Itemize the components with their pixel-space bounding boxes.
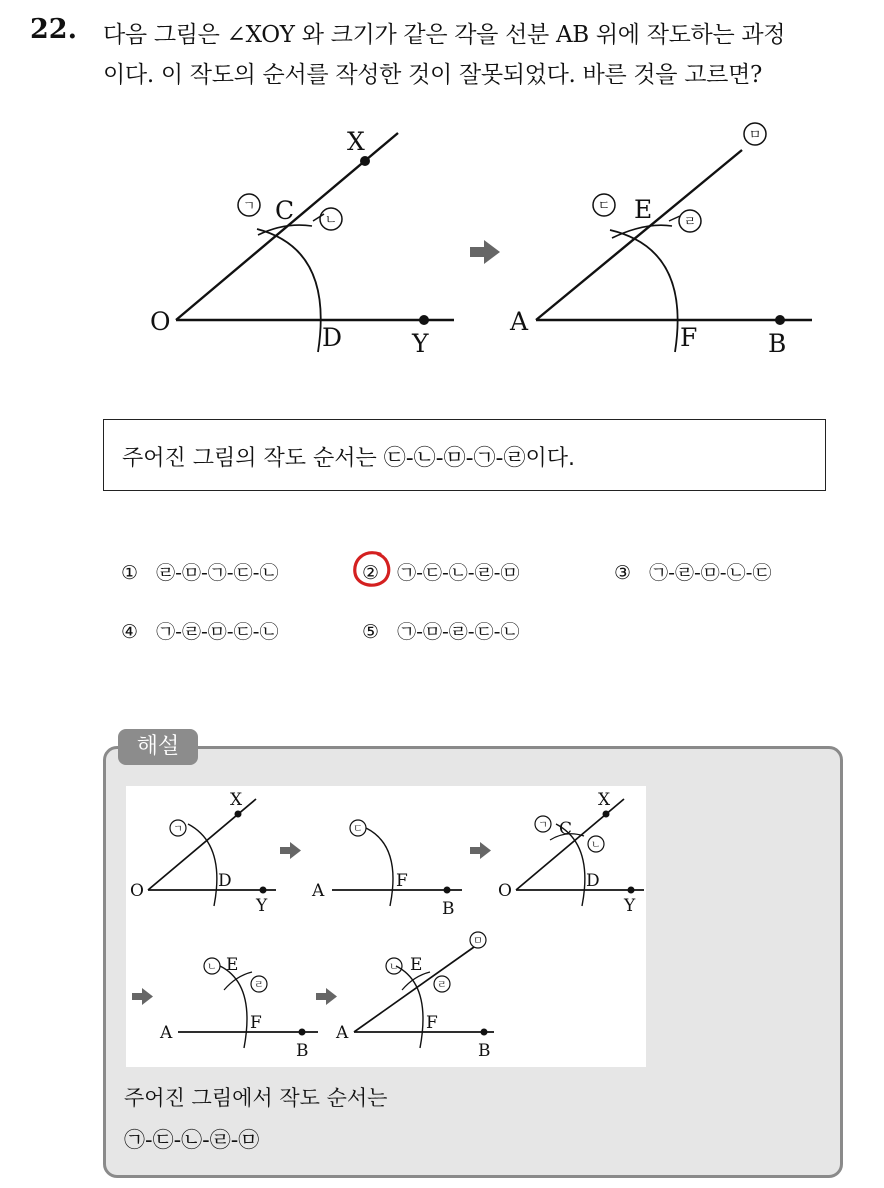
statement-text: 주어진 그림의 작도 순서는 ㉢-㉡-㉤-㉠-㉣이다. bbox=[122, 446, 575, 471]
svg-text:F: F bbox=[426, 1013, 438, 1033]
circle-r-right: ㄹ bbox=[683, 215, 697, 230]
svg-text:A: A bbox=[336, 1023, 349, 1043]
question-text-line1: 다음 그림은 ∠XOY 와 크기가 같은 각을 선분 AB 위에 작도하는 과정 bbox=[103, 22, 786, 48]
choice-1[interactable] bbox=[121, 558, 279, 585]
arc-cd bbox=[257, 229, 321, 352]
svg-text:E: E bbox=[226, 955, 239, 975]
label-a: A bbox=[510, 307, 529, 336]
label-d: D bbox=[322, 323, 343, 352]
solution-text-line2: ㉠-㉢-㉡-㉣-㉤ bbox=[124, 1128, 260, 1152]
circle-d-right: ㄷ bbox=[597, 199, 611, 214]
answer-mark-icon bbox=[350, 548, 394, 592]
svg-text:ㄴ: ㄴ bbox=[389, 962, 399, 973]
choice-number: ⑤ bbox=[362, 621, 380, 643]
point-b bbox=[775, 315, 785, 325]
svg-text:D: D bbox=[218, 871, 232, 891]
arrow-icon bbox=[470, 240, 500, 264]
label-x: X bbox=[347, 127, 365, 156]
choice-number: ④ bbox=[121, 621, 139, 643]
solution-tab: 해설 bbox=[118, 729, 198, 765]
choice-text: ㉠-㉢-㉡-㉣-㉤ bbox=[397, 562, 520, 584]
choice-text: ㉠-㉣-㉤-㉢-㉡ bbox=[156, 621, 279, 643]
svg-text:C: C bbox=[559, 819, 573, 839]
circle-g-left: ㄱ bbox=[242, 199, 256, 214]
question-number: 22. bbox=[30, 14, 77, 45]
choice-5[interactable] bbox=[362, 617, 520, 644]
svg-text:D: D bbox=[586, 871, 600, 891]
svg-text:O: O bbox=[130, 881, 144, 901]
choice-number: ① bbox=[121, 562, 139, 584]
choice-4[interactable] bbox=[121, 617, 279, 644]
point-y bbox=[419, 315, 429, 325]
svg-text:A: A bbox=[160, 1023, 173, 1043]
arc-c-small bbox=[258, 225, 312, 235]
svg-text:ㄱ: ㄱ bbox=[173, 824, 183, 835]
circle-n-left: ㄴ bbox=[324, 213, 338, 228]
label-c: C bbox=[275, 196, 295, 225]
svg-text:B: B bbox=[478, 1041, 491, 1061]
svg-text:A: A bbox=[312, 881, 325, 901]
choice-text: ㉣-㉤-㉠-㉢-㉡ bbox=[156, 562, 279, 584]
arrow-icon bbox=[316, 988, 337, 1005]
svg-text:B: B bbox=[296, 1041, 309, 1061]
choice-number: ② bbox=[362, 562, 380, 584]
arrow-icon bbox=[470, 842, 491, 859]
choice-text: ㉠-㉣-㉤-㉡-㉢ bbox=[649, 562, 772, 584]
svg-text:ㄱ: ㄱ bbox=[538, 820, 548, 831]
svg-text:B: B bbox=[442, 899, 455, 919]
arrow-icon bbox=[280, 842, 301, 859]
svg-text:ㅁ: ㅁ bbox=[473, 936, 483, 947]
arc-ef bbox=[610, 230, 678, 352]
svg-text:Y: Y bbox=[256, 896, 268, 916]
construction-figure bbox=[0, 0, 884, 400]
svg-text:ㄹ: ㄹ bbox=[437, 980, 447, 991]
svg-text:F: F bbox=[396, 871, 408, 891]
svg-text:O: O bbox=[498, 881, 512, 901]
svg-text:Y: Y bbox=[624, 896, 636, 916]
solution-text-line1: 주어진 그림에서 작도 순서는 bbox=[124, 1086, 388, 1110]
label-f: F bbox=[680, 323, 698, 352]
svg-text:ㄴ: ㄴ bbox=[591, 840, 601, 851]
svg-text:F: F bbox=[250, 1013, 262, 1033]
svg-text:E: E bbox=[410, 955, 423, 975]
choice-3[interactable] bbox=[614, 558, 772, 585]
svg-text:ㄷ: ㄷ bbox=[353, 824, 363, 835]
label-y: Y bbox=[412, 329, 429, 358]
svg-text:ㄴ: ㄴ bbox=[207, 962, 217, 973]
ray-ae bbox=[536, 150, 742, 320]
solution-figures bbox=[126, 786, 646, 1067]
svg-text:ㄹ: ㄹ bbox=[254, 980, 264, 991]
svg-text:X: X bbox=[230, 790, 243, 810]
circle-m-right: ㅁ bbox=[748, 128, 762, 143]
label-b: B bbox=[768, 329, 787, 358]
svg-text:X: X bbox=[598, 790, 611, 810]
question-text-line2: 이다. 이 작도의 순서를 작성한 것이 잘못되었다. 바른 것을 고르면? bbox=[103, 62, 763, 88]
label-o: O bbox=[150, 307, 171, 336]
arrow-icon bbox=[132, 988, 153, 1005]
point-x bbox=[360, 156, 370, 166]
choice-number: ③ bbox=[614, 562, 632, 584]
label-e: E bbox=[634, 195, 653, 224]
choice-text: ㉠-㉤-㉣-㉢-㉡ bbox=[397, 621, 520, 643]
